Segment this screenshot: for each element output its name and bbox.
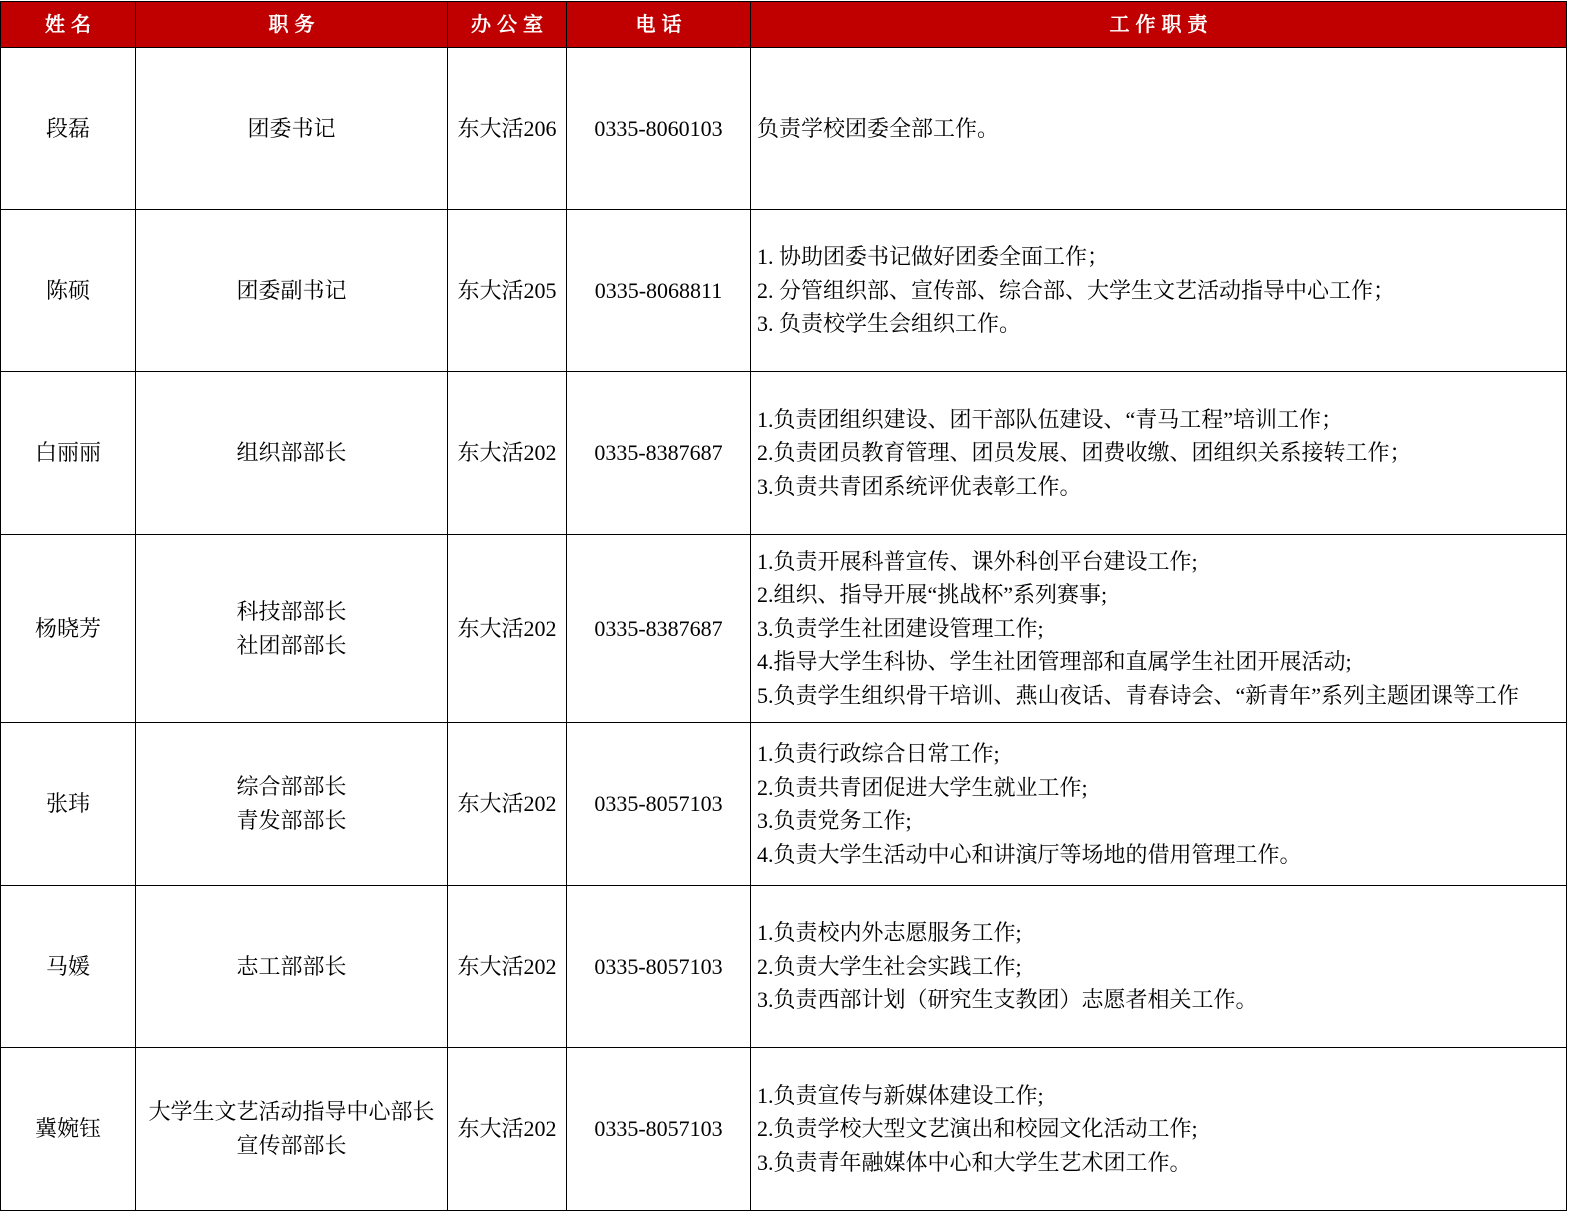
duty-line: 3.负责共青团系统评优表彰工作。 [757, 473, 1082, 499]
office-cell: 东大活202 [448, 886, 567, 1048]
phone-cell: 0335-8057103 [567, 886, 751, 1048]
office-cell: 东大活205 [448, 210, 567, 372]
name-cell: 段磊 [1, 48, 136, 210]
header-phone: 电话 [567, 2, 751, 48]
duty-line: 2.负责团员教育管理、团员发展、团费收缴、团组织关系接转工作； [757, 440, 1412, 466]
header-office: 办公室 [448, 2, 567, 48]
name-cell: 陈硕 [1, 210, 136, 372]
position-cell [136, 210, 448, 372]
position-cell [136, 886, 448, 1048]
position-line: 宣传部部长 [236, 1133, 347, 1158]
office-cell: 东大活206 [448, 48, 567, 210]
duty-line: 1.负责开展科普宣传、课外科创平台建设工作; [757, 548, 1198, 574]
duties-cell [751, 372, 1567, 535]
header-position: 职务 [136, 2, 448, 48]
office-cell: 东大活202 [448, 535, 567, 723]
position-cell [136, 535, 448, 723]
duties-cell [751, 48, 1567, 210]
duty-line: 2.负责大学生社会实践工作; [757, 953, 1022, 979]
phone-cell: 0335-8057103 [567, 723, 751, 886]
position-line: 科技部部长 [236, 598, 347, 624]
position-line: 综合部部长 [236, 774, 347, 799]
office-cell: 东大活202 [448, 372, 567, 535]
duty-line: 4.指导大学生科协、学生社团管理部和直属学生社团开展活动; [757, 649, 1352, 675]
duty-line: 2.组织、指导开展“挑战杯”系列赛事; [757, 582, 1108, 608]
phone-cell: 0335-8057103 [567, 1048, 751, 1211]
duty-line: 2.负责共青团促进大学生就业工作; [757, 774, 1088, 800]
duties-cell [751, 1048, 1567, 1211]
position-line: 志工部部长 [236, 953, 347, 979]
name-cell: 马媛 [1, 886, 136, 1048]
phone-cell: 0335-8060103 [567, 48, 751, 210]
duty-line: 3.负责西部计划（研究生支教团）志愿者相关工作。 [757, 987, 1258, 1013]
header-name: 姓名 [1, 2, 136, 48]
duty-line: 5.负责学生组织骨干培训、燕山夜话、青春诗会、“新青年”系列主题团课等工作 [757, 682, 1520, 708]
phone-cell: 0335-8068811 [567, 210, 751, 372]
phone-cell: 0335-8387687 [567, 535, 751, 723]
duty-line: 1.负责校内外志愿服务工作; [757, 920, 1022, 946]
duty-line: 1.负责团组织建设、团干部队伍建设、“青马工程”培训工作； [757, 406, 1344, 432]
office-cell: 东大活202 [448, 723, 567, 886]
staff-table [0, 1, 1567, 1211]
position-cell [136, 372, 448, 535]
position-line: 大学生文艺活动指导中心部长 [148, 1099, 435, 1124]
duty-line: 1.负责行政综合日常工作; [757, 741, 1000, 766]
office-cell: 东大活202 [448, 1048, 567, 1211]
duty-line: 3.负责学生社团建设管理工作; [757, 615, 1044, 641]
position-line: 社团部部长 [236, 632, 347, 658]
duty-line: 2. 分管组织部、宣传部、综合部、大学生文艺活动指导中心工作； [757, 277, 1396, 303]
name-cell: 张玮 [1, 723, 136, 886]
name-cell: 冀婉钰 [1, 1048, 136, 1211]
header-duties: 工作职责 [751, 2, 1567, 48]
duties-cell [751, 723, 1567, 886]
duty-line: 3. 负责校学生会组织工作。 [757, 311, 1022, 337]
name-cell: 白丽丽 [1, 372, 136, 535]
duties-cell [751, 535, 1567, 723]
phone-cell: 0335-8387687 [567, 372, 751, 535]
position-line: 青发部部长 [236, 808, 347, 833]
duty-line: 3.负责党务工作; [757, 808, 912, 833]
position-line: 团委书记 [247, 115, 336, 141]
duty-line: 1.负责宣传与新媒体建设工作; [757, 1082, 1044, 1108]
position-cell [136, 48, 448, 210]
name-cell: 杨晓芳 [1, 535, 136, 723]
duties-cell [751, 886, 1567, 1048]
position-cell [136, 723, 448, 886]
position-line: 团委副书记 [236, 277, 347, 303]
duties-cell [751, 210, 1567, 372]
duty-line: 4.负责大学生活动中心和讲演厅等场地的借用管理工作。 [757, 841, 1302, 867]
position-cell [136, 1048, 448, 1211]
duty-line: 2.负责学校大型文艺演出和校园文化活动工作; [757, 1116, 1198, 1142]
duty-line: 3.负责青年融媒体中心和大学生艺术团工作。 [757, 1149, 1192, 1175]
position-line: 组织部部长 [236, 440, 347, 465]
duty-line: 负责学校团委全部工作。 [757, 115, 1000, 141]
duty-line: 1. 协助团委书记做好团委全面工作； [757, 244, 1110, 270]
